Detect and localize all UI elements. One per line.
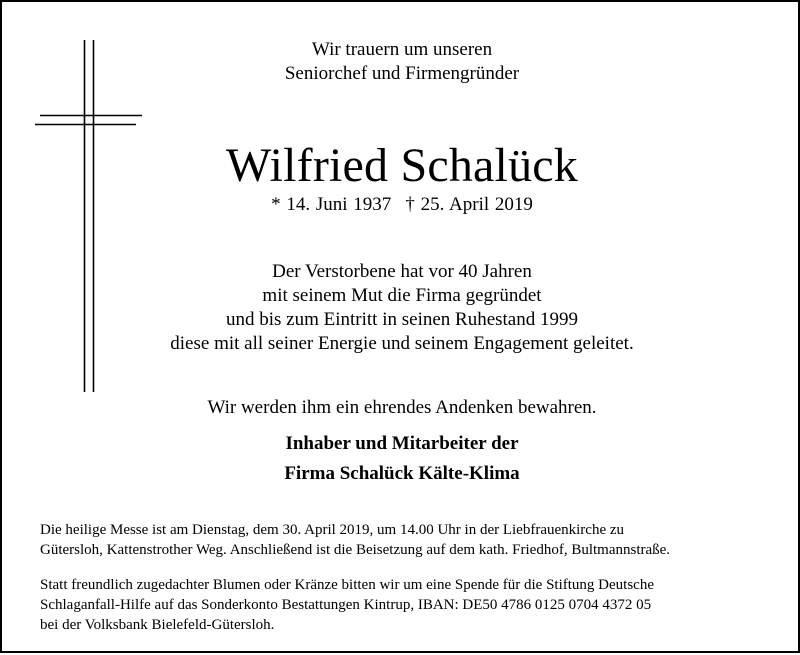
intro-line-1: Wir trauern um unseren bbox=[311, 39, 493, 60]
closing-line: Wir werden ihm ein ehrendes Andenken bewahren. bbox=[207, 397, 597, 418]
signature-line-2: Firma Schalück Kälte-Klima bbox=[284, 463, 520, 484]
donation-notice-line: bei der Volksbank Bielefeld-Gütersloh. bbox=[40, 617, 275, 633]
donation-notice-line: Schlaganfall-Hilfe auf das Sonderkonto Bestattungen Kintrup, IBAN: DE50 4786 0125 0704 4372 05 bbox=[40, 597, 652, 613]
tribute-text bbox=[2, 260, 800, 356]
donation-notice-line: Statt freundlich zugedachter Blumen oder Kränze bitten wir um eine Spende für die Stiftung Deutsche bbox=[40, 577, 654, 593]
tribute-line: diese mit all seiner Energie und seinem Engagement geleitet. bbox=[170, 333, 634, 354]
donation-notice bbox=[40, 575, 780, 635]
tribute-line: Der Verstorbene hat vor 40 Jahren bbox=[272, 261, 532, 282]
death-date: † 25. April 2019 bbox=[405, 194, 533, 215]
intro-line-2: Seniorchef und Firmengründer bbox=[284, 63, 520, 84]
signature-line-1: Inhaber und Mitarbeiter der bbox=[285, 433, 519, 454]
mass-notice-line: Die heilige Messe ist am Dienstag, dem 30. April 2019, um 14.00 Uhr in der Liebfrauenkirche zu bbox=[40, 522, 625, 538]
mass-notice-line: Gütersloh, Kattenstrother Weg. Anschließend ist die Beisetzung auf dem kath. Friedhof, Bultmannstraße. bbox=[40, 542, 671, 558]
intro-text bbox=[2, 38, 800, 86]
tribute-line: mit seinem Mut die Firma gegründet bbox=[262, 285, 542, 306]
signature bbox=[2, 429, 800, 489]
birth-date: * 14. Juni 1937 bbox=[271, 194, 392, 215]
tribute-line: und bis zum Eintritt in seinen Ruhestand 1999 bbox=[226, 309, 578, 330]
deceased-name: Wilfried Schalück bbox=[225, 139, 578, 192]
mass-notice bbox=[40, 520, 780, 560]
life-dates bbox=[2, 193, 800, 217]
